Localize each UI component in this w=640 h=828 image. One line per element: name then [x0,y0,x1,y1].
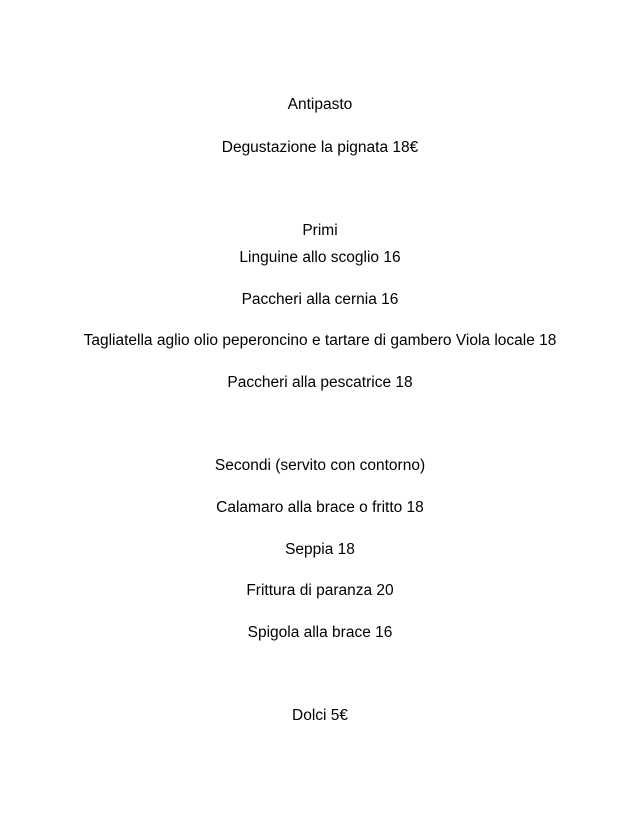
menu-item: Linguine allo scoglio 16 [239,249,401,266]
menu-item: Frittura di paranza 20 [246,582,394,599]
menu-item: Degustazione la pignata 18€ [221,139,419,156]
menu-item: Paccheri alla pescatrice 18 [227,374,413,391]
menu-item: Calamaro alla brace o fritto 18 [216,499,424,516]
menu-item: Paccheri alla cernia 16 [241,291,399,308]
section-heading-primi: Primi [302,222,338,239]
menu-item: Seppia 18 [285,541,355,558]
section-heading-antipasto: Antipasto [287,96,353,113]
menu-item: Tagliatella aglio olio peperoncino e tartare di gambero Viola locale 18 [83,332,557,349]
menu-item: Spigola alla brace 16 [247,624,393,641]
section-heading-secondi: Secondi (servito con contorno) [214,457,426,474]
section-heading-dolci: Dolci 5€ [292,707,348,724]
